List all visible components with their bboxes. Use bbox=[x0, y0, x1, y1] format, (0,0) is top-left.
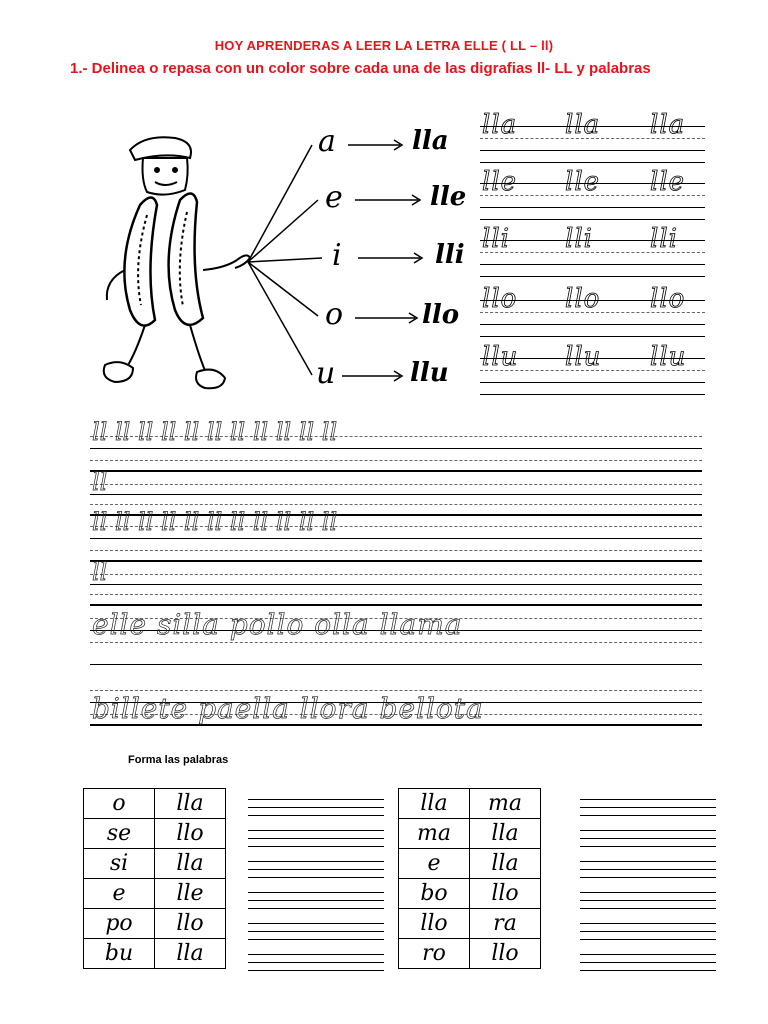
syllable-cell: llo bbox=[470, 939, 541, 969]
trace-syllable: llo bbox=[650, 284, 686, 314]
vowel-label: a bbox=[318, 124, 336, 159]
practice-trace-ll: ll bbox=[92, 468, 108, 496]
syllable-table-left bbox=[83, 788, 226, 969]
practice-trace-words: elle silla pollo olla llama bbox=[92, 608, 463, 641]
trace-syllable: lli bbox=[650, 224, 678, 254]
syllable-cell: ma bbox=[470, 789, 541, 819]
vowel-label: e bbox=[325, 180, 343, 215]
syllable-cell: bo bbox=[399, 879, 470, 909]
syllable-cell: lla bbox=[155, 939, 226, 969]
answer-lines[interactable] bbox=[580, 923, 716, 945]
practice-trace-ll: ll ll ll ll ll ll ll ll ll ll ll bbox=[92, 418, 338, 446]
syllable-cell: llo bbox=[470, 879, 541, 909]
vowel-label: o bbox=[325, 297, 344, 332]
table-row bbox=[399, 789, 541, 819]
syllable-cell: lla bbox=[399, 789, 470, 819]
syllable-label: lle bbox=[430, 182, 467, 212]
trace-syllable: llu bbox=[565, 342, 602, 372]
trace-syllable: lli bbox=[565, 224, 593, 254]
trace-syllable: lle bbox=[482, 167, 518, 197]
answer-lines[interactable] bbox=[248, 923, 384, 945]
table-row bbox=[84, 879, 226, 909]
syllable-cell: e bbox=[399, 849, 470, 879]
syllable-cell: ma bbox=[399, 819, 470, 849]
syllable-cell: lla bbox=[470, 819, 541, 849]
trace-syllable: lle bbox=[565, 167, 601, 197]
syllable-label: lla bbox=[412, 126, 449, 156]
syllable-cell: llo bbox=[155, 819, 226, 849]
syllable-cell: lla bbox=[155, 789, 226, 819]
section-title: Forma las palabras bbox=[128, 754, 229, 766]
answer-lines[interactable] bbox=[580, 799, 716, 821]
trace-syllable: llo bbox=[482, 284, 518, 314]
answer-lines[interactable] bbox=[248, 799, 384, 821]
trace-syllable: lla bbox=[482, 110, 518, 140]
table-row bbox=[84, 849, 226, 879]
syllable-cell: ro bbox=[399, 939, 470, 969]
table-row bbox=[84, 939, 226, 969]
trace-syllable: llu bbox=[650, 342, 687, 372]
trace-syllable: lle bbox=[650, 167, 686, 197]
trace-syllable: llo bbox=[565, 284, 601, 314]
syllable-cell: po bbox=[84, 909, 155, 939]
instruction-text: 1.- Delinea o repasa con un color sobre cada una de las digrafias ll- LL y palabras bbox=[70, 60, 651, 77]
syllable-table-right bbox=[398, 788, 541, 969]
trace-syllable: lla bbox=[650, 110, 686, 140]
answer-lines[interactable] bbox=[580, 830, 716, 852]
trace-syllable: llu bbox=[482, 342, 519, 372]
table-row bbox=[84, 909, 226, 939]
answer-lines[interactable] bbox=[580, 954, 716, 976]
practice-trace-ll: ll ll ll ll ll ll ll ll ll ll ll bbox=[92, 508, 338, 536]
page-title: HOY APRENDERAS A LEER LA LETRA ELLE ( LL – ll) bbox=[214, 38, 554, 53]
syllable-label: llu bbox=[410, 358, 449, 388]
syllable-cell: lla bbox=[155, 849, 226, 879]
table-row bbox=[399, 939, 541, 969]
syllable-label: llo bbox=[422, 300, 460, 330]
vowel-label: i bbox=[332, 238, 342, 273]
practice-trace-ll: ll bbox=[92, 558, 108, 586]
vowel-label: u bbox=[316, 356, 336, 391]
trace-syllable: lli bbox=[482, 224, 510, 254]
syllable-cell: se bbox=[84, 819, 155, 849]
syllable-cell: ra bbox=[470, 909, 541, 939]
syllable-cell: e bbox=[84, 879, 155, 909]
answer-lines[interactable] bbox=[248, 830, 384, 852]
syllable-cell: o bbox=[84, 789, 155, 819]
practice-lines-4 bbox=[90, 566, 702, 606]
syllable-cell: bu bbox=[84, 939, 155, 969]
table-row bbox=[399, 849, 541, 879]
table-row bbox=[84, 819, 226, 849]
syllable-cell: llo bbox=[155, 909, 226, 939]
practice-trace-words: billete paella llora bellota bbox=[92, 692, 484, 725]
syllable-label: lli bbox=[435, 240, 465, 270]
table-row bbox=[399, 879, 541, 909]
syllable-cell: llo bbox=[399, 909, 470, 939]
trace-syllable: lla bbox=[565, 110, 601, 140]
answer-lines[interactable] bbox=[248, 861, 384, 883]
syllable-cell: lla bbox=[470, 849, 541, 879]
table-row bbox=[399, 909, 541, 939]
syllable-cell: si bbox=[84, 849, 155, 879]
answer-lines[interactable] bbox=[580, 861, 716, 883]
syllable-cell: lle bbox=[155, 879, 226, 909]
answer-lines[interactable] bbox=[248, 954, 384, 976]
table-row bbox=[84, 789, 226, 819]
answer-lines[interactable] bbox=[580, 892, 716, 914]
answer-lines[interactable] bbox=[248, 892, 384, 914]
table-row bbox=[399, 819, 541, 849]
